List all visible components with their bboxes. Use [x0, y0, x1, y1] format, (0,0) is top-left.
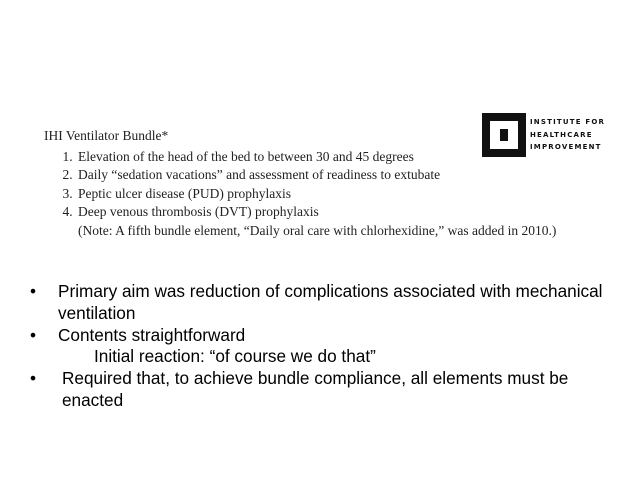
logo-line: HEALTHCARE [530, 130, 593, 139]
bullet-item [30, 368, 620, 412]
excerpt-title: IHI Ventilator Bundle* [44, 128, 169, 143]
bundle-element: 2. Daily “sedation vacations” and assessment of readiness to extubate [76, 166, 604, 185]
bundle-element: 4. Deep venous thrombosis (DVT) prophylaxis [76, 203, 604, 222]
bundle-element: 1. Elevation of the head of the bed to between 30 and 45 degrees [76, 148, 604, 167]
bullet-item [30, 281, 620, 325]
bullet-marker: • [30, 368, 37, 389]
bullet-text: Primary aim was reduction of complications associated with mechanical ventilation [58, 281, 603, 323]
bullet-marker: • [30, 281, 37, 301]
ihi-logo [482, 113, 607, 157]
bundle-element: 3. Peptic ulcer disease (PUD) prophylaxis [76, 185, 604, 204]
bullet-item [30, 325, 620, 347]
bullet-list [30, 281, 620, 412]
bullet-sub-line: Initial reaction: “of course we do that” [94, 346, 376, 367]
bullet-marker: • [30, 324, 37, 345]
ihi-logo-mark-icon [482, 113, 526, 157]
bundle-element-list [44, 148, 604, 222]
bullet-text: Contents straightforward [58, 324, 246, 345]
logo-line: INSTITUTE FOR [530, 118, 606, 127]
bullet-text: Required that, to achieve bundle compliance, all elements must be enacted [62, 368, 569, 410]
ihi-logo-wordmark [530, 116, 605, 154]
excerpt-note: (Note: A fifth bundle element, “Daily oral care with chlorhexidine,” was added in 2010.) [78, 222, 557, 238]
logo-line: IMPROVEMENT [530, 143, 602, 152]
